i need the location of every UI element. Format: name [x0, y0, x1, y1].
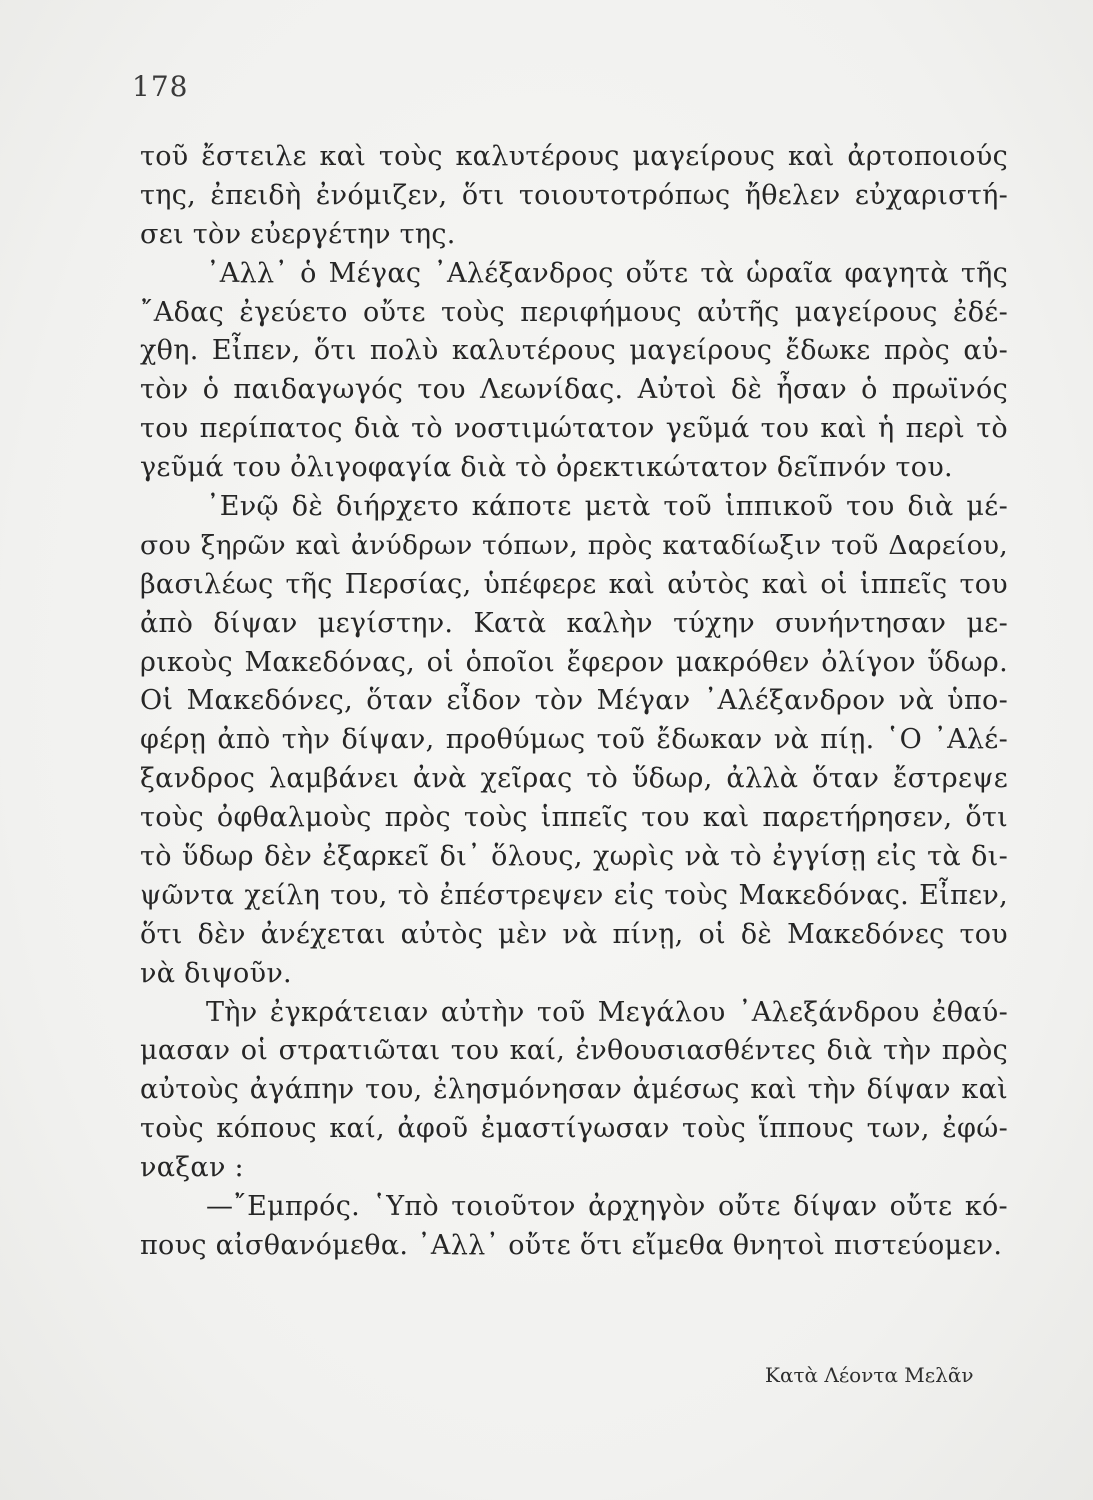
- text-line: της, ἐπειδὴ ἐνόμιζεν, ὅτι τοιουτοτρόπως ἤθελεν εὐχαριστή-: [140, 179, 1008, 211]
- text-line: ᾿Ενῷ δὲ διήρχετο κάποτε μετὰ τοῦ ἱππικοῦ του διὰ μέ-: [206, 491, 1008, 523]
- text-line: σου ξηρῶν καὶ ἀνύδρων τόπων, πρὸς καταδίωξιν τοῦ Δαρείου,: [140, 529, 1008, 561]
- text-line: μασαν οἱ στρατιῶται του καί, ἐνθουσιασθέντες διὰ τὴν πρὸς: [140, 1035, 1008, 1067]
- text-line: πους αἰσθανόμεθα. ᾿Αλλ᾿ οὔτε ὅτι εἴμεθα θνητοὶ πιστεύομεν.: [140, 1229, 1003, 1261]
- text-line: ψῶντα χείλη του, τὸ ἐπέστρεψεν εἰς τοὺς Μακεδόνας. Εἶπεν,: [140, 879, 1008, 911]
- text-line: χθη. Εἶπεν, ὅτι πολὺ καλυτέρους μαγείρους ἔδωκε πρὸς αὐ-: [140, 335, 1008, 367]
- text-line: ἀπὸ δίψαν μεγίστην. Κατὰ καλὴν τύχην συνήντησαν με-: [140, 607, 1008, 639]
- text-line: ναξαν :: [140, 1152, 244, 1184]
- text-line: φέρῃ ἀπὸ τὴν δίψαν, προθύμως τοῦ ἔδωκαν νὰ πίῃ. ῾Ο ᾿Αλέ-: [140, 724, 1008, 756]
- author-signature: Κατὰ Λέοντα Μελᾶν: [765, 1363, 974, 1387]
- text-line: βασιλέως τῆς Περσίας, ὑπέφερε καὶ αὐτὸς καὶ οἱ ἱππεῖς του: [140, 568, 1008, 600]
- text-line: τὸν ὁ παιδαγωγός του Λεωνίδας. Αὐτοὶ δὲ ἦσαν ὁ πρωϊνός: [140, 374, 1008, 406]
- text-line: ᾿Αλλ᾿ ὁ Μέγας ᾿Αλέξανδρος οὔτε τὰ ὡραῖα φαγητὰ τῆς: [206, 257, 1008, 289]
- text-line: Τὴν ἐγκράτειαν αὐτὴν τοῦ Μεγάλου ᾿Αλεξάνδρου ἐθαύ-: [206, 996, 1008, 1028]
- text-line: Οἱ Μακεδόνες, ὅταν εἶδον τὸν Μέγαν ᾿Αλέξανδρον νὰ ὑπο-: [140, 685, 1008, 717]
- text-line: τοὺς κόπους καί, ἀφοῦ ἐμαστίγωσαν τοὺς ἵππους των, ἐφώ-: [140, 1113, 1008, 1145]
- text-line: τοῦ ἔστειλε καὶ τοὺς καλυτέρους μαγείρους καὶ ἀρτοποιούς: [140, 141, 1008, 172]
- text-line: νὰ διψοῦν.: [140, 957, 292, 989]
- text-line: του περίπατος διὰ τὸ νοστιμώτατον γεῦμά του καὶ ἡ περὶ τὸ: [140, 413, 1008, 445]
- text-line: σει τὸν εὐεργέτην της.: [140, 218, 456, 250]
- text-line: ὅτι δὲν ἀνέχεται αὐτὸς μὲν νὰ πίνῃ, οἱ δὲ Μακεδόνες του: [140, 918, 1008, 950]
- text-line: ρικοὺς Μακεδόνας, οἱ ὁποῖοι ἔφερον μακρόθεν ὀλίγον ὕδωρ.: [140, 646, 1008, 678]
- text-line: αὐτοὺς ἀγάπην του, ἐλησμόνησαν ἀμέσως καὶ τὴν δίψαν καὶ: [140, 1074, 1008, 1106]
- text-line: τοὺς ὀφθαλμοὺς πρὸς τοὺς ἱππεῖς του καὶ παρετήρησεν, ὅτι: [140, 802, 1008, 834]
- body-text: [140, 138, 1008, 1266]
- page-number: 178: [132, 70, 189, 103]
- text-line: γεῦμά του ὀλιγοφαγία διὰ τὸ ὀρεκτικώτατον δεῖπνόν του.: [140, 452, 953, 484]
- text-line: ξανδρος λαμβάνει ἀνὰ χεῖρας τὸ ὕδωρ, ἀλλὰ ὅταν ἔστρεψε: [140, 763, 1008, 795]
- text-line: τὸ ὕδωρ δὲν ἐξαρκεῖ δι᾿ ὅλους, χωρὶς νὰ τὸ ἐγγίσῃ εἰς τὰ δι-: [140, 841, 1008, 873]
- text-line: ῎Αδας ἐγεύετο οὔτε τοὺς περιφήμους αὐτῆς μαγείρους ἐδέ-: [140, 296, 1008, 328]
- text-line: —῎Εμπρός. ῾Υπὸ τοιοῦτον ἀρχηγὸν οὔτε δίψαν οὔτε κό-: [206, 1191, 1008, 1223]
